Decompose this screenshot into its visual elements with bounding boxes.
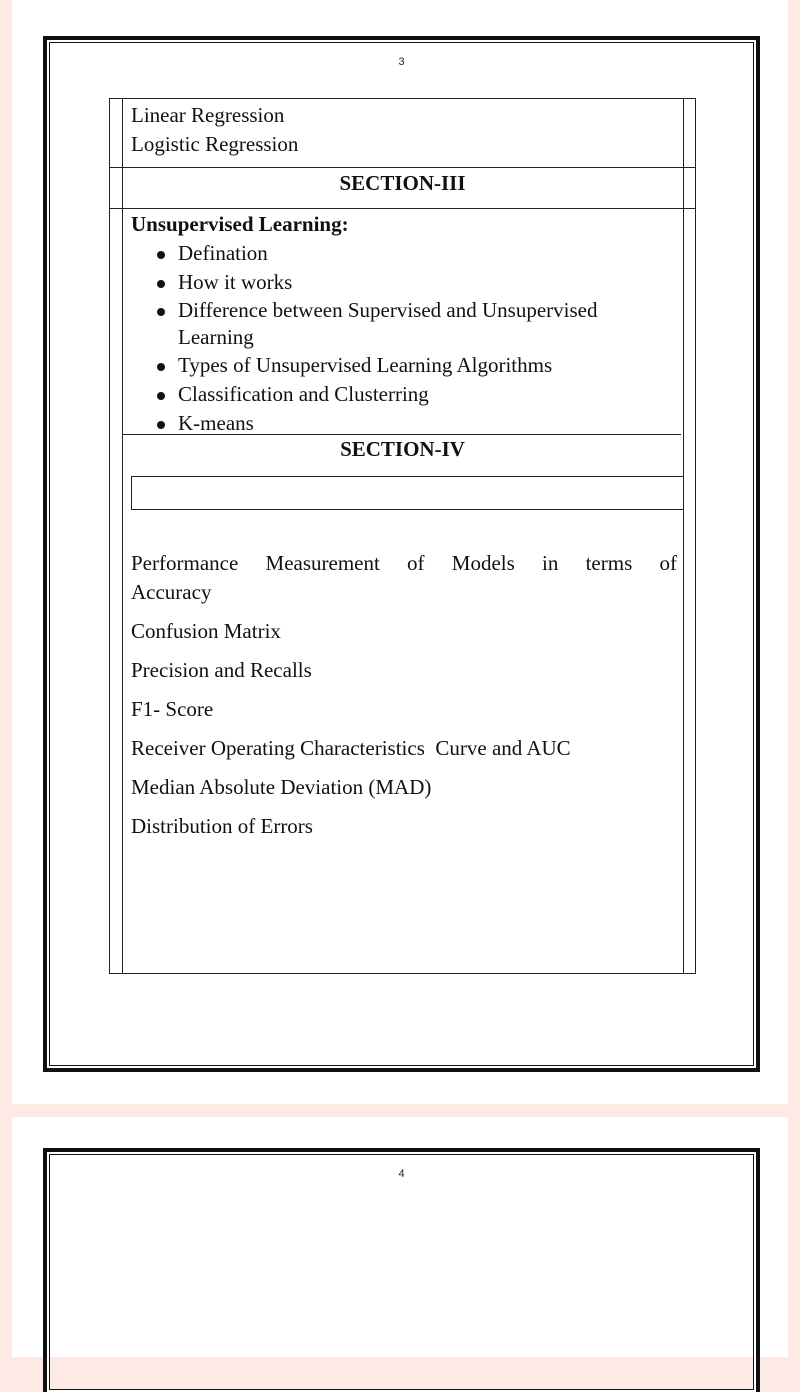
list-item: F1- Score [131, 697, 214, 721]
list-item: Precision and Recalls [131, 658, 312, 682]
page-border [43, 1148, 760, 1392]
bullet-icon [157, 251, 165, 259]
word: Performance [131, 551, 239, 575]
list-item-text: How it works [178, 270, 293, 294]
intro-continuation: Accuracy [131, 580, 212, 604]
topic-list [131, 101, 298, 159]
section-4-intro [131, 549, 677, 607]
table-row-divider [110, 167, 695, 168]
word: of [407, 551, 425, 575]
section-3-heading: Unsupervised Learning: [131, 212, 349, 236]
list-item [131, 239, 658, 268]
page-number: 3 [398, 56, 405, 68]
list-item-text: K-means [178, 411, 254, 435]
bullet-icon [157, 421, 165, 429]
word: terms [585, 551, 633, 575]
list-item-text: Defination [178, 241, 268, 265]
list-item-text: Classification and Clusterring [178, 382, 429, 406]
empty-cell-box [131, 476, 684, 510]
bullet-icon [157, 308, 165, 316]
section-4-title: SECTION-IV [340, 437, 465, 461]
list-item-text: Types of Unsupervised Learning Algorithms [178, 353, 553, 377]
page-border [43, 36, 760, 1072]
word: Models [451, 551, 515, 575]
topic-logistic-regression: Logistic Regression [131, 132, 299, 156]
page-number: 4 [398, 1168, 405, 1180]
intro-line [131, 549, 677, 578]
topic-linear-regression: Linear Regression [131, 103, 285, 127]
table-left-rule [122, 99, 123, 973]
section-4-content [131, 549, 677, 841]
section-3-content [131, 210, 658, 438]
section-3-bullets [131, 239, 658, 438]
word: of [659, 551, 677, 575]
bullet-icon [157, 280, 165, 288]
list-item [131, 297, 658, 351]
page-sheet-4 [12, 1117, 788, 1357]
list-item: Receiver Operating Characteristics Curve and AUC [131, 736, 571, 760]
list-item [131, 380, 658, 409]
list-item: Confusion Matrix [131, 619, 281, 643]
table-row-divider [110, 208, 695, 209]
list-item [131, 268, 658, 297]
table-right-rule [683, 99, 684, 973]
page-sheet-3 [12, 0, 788, 1104]
word: in [542, 551, 559, 575]
list-item [131, 409, 658, 438]
word: Measurement [265, 551, 380, 575]
section-3-title: SECTION-III [339, 171, 466, 195]
list-item: Distribution of Errors [131, 814, 313, 838]
list-item-text: Difference between Supervised and Unsupervised Learning [178, 298, 598, 349]
list-item [131, 351, 658, 380]
list-item: Median Absolute Deviation (MAD) [131, 775, 432, 799]
bullet-icon [157, 363, 165, 371]
syllabus-table [109, 98, 696, 974]
bullet-icon [157, 392, 165, 400]
